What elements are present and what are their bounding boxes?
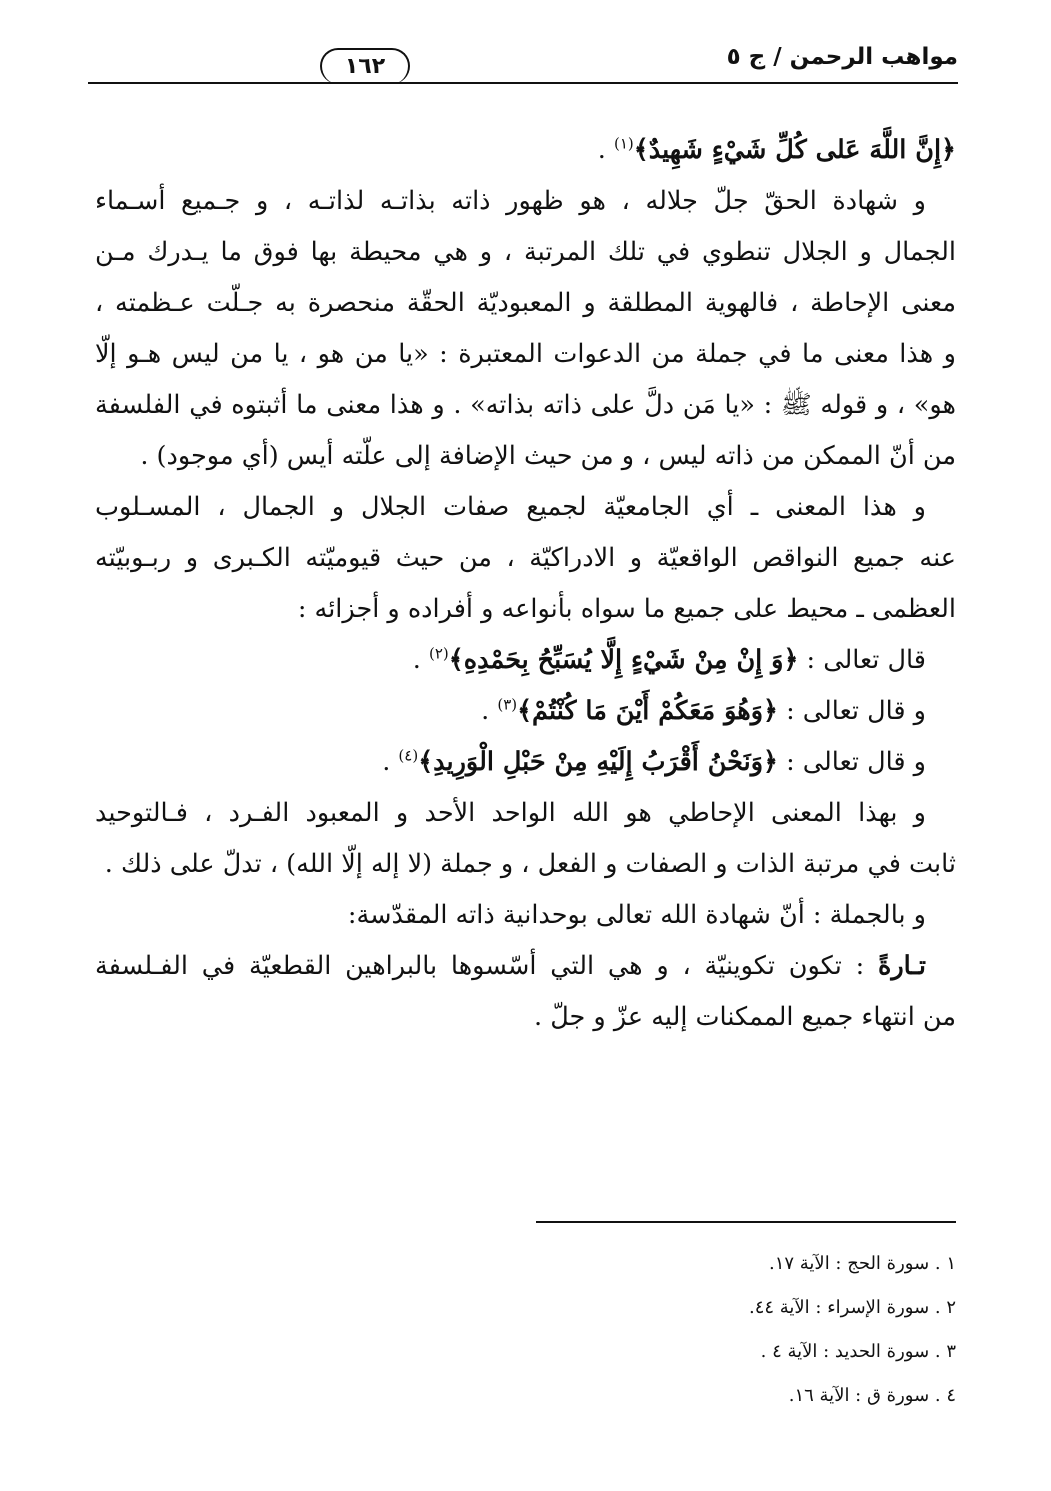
line13-end: . bbox=[382, 747, 399, 777]
text-line-2: و شهادة الحقّ جلّ جلاله ، هو ظهور ذاته بذاتـه لذاتـه ، و جـميع أسـماء bbox=[95, 186, 926, 216]
text-line-13 bbox=[95, 737, 956, 788]
verse-intro-2: قال تعالى : bbox=[798, 645, 926, 675]
line17-rest: : تكون تكوينيّة ، و هي التي أسّسوها بالبراهين القطعيّة في الفـلسفة bbox=[95, 951, 878, 981]
footnotes bbox=[356, 1242, 956, 1418]
line11-end: . bbox=[412, 645, 429, 675]
page-header bbox=[88, 40, 958, 94]
verse-intro-4: و قال تعالى : bbox=[777, 747, 926, 777]
footnote-2: ٢ . سورة الإسراء : الآية ٤٤. bbox=[748, 1297, 956, 1318]
text-line-5: و هذا معنى ما في جملة من الدعوات المعتبرة : «يا من هو ، يا من ليس هـو إلّا bbox=[95, 339, 956, 369]
text-line-12 bbox=[95, 686, 956, 737]
text-line-7: من أنّ الممكن من ذاته ليس ، و من حيث الإضافة إلى علّته أيس (أي موجود) . bbox=[140, 441, 956, 471]
text-line-14: و بهذا المعنى الإحاطي هو الله الواحد الأحد و المعبود الفـرد ، فـالتوحيد bbox=[95, 798, 926, 828]
text-line-18: من انتهاء جميع الممكنات إليه عزّ و جلّ . bbox=[534, 1002, 956, 1032]
page-number: ١٦٢ bbox=[320, 48, 410, 84]
text-line-1 bbox=[95, 125, 956, 176]
quran-verse-3: ﴿وَهُوَ مَعَكُمْ أَيْنَ مَا كُنْتُمْ﴾ bbox=[517, 696, 778, 726]
line12-end: . bbox=[481, 696, 498, 726]
text-line-10: العظمى ـ محيط على جميع ما سواه بأنواعه و أفراده و أجزائه : bbox=[297, 594, 956, 624]
quran-verse-4: ﴿وَنَحْنُ أَقْرَبُ إِلَيْهِ مِنْ حَبْلِ الْوَرِيدِ﴾ bbox=[418, 747, 778, 777]
text-line-17 bbox=[95, 941, 956, 992]
text-line-6: هو» ، و قوله ﷺ : «يا مَن دلَّ على ذاته بذاته» . و هذا معنى ما أثبتوه في الفلسفة bbox=[95, 390, 956, 420]
footnote-3: ٣ . سورة الحديد : الآية ٤ . bbox=[760, 1341, 956, 1362]
text-line-11 bbox=[95, 635, 956, 686]
text-line-3: الجمال و الجلال تنطوي في تلك المرتبة ، و هي محيطة بها فوق ما يـدرك مـن bbox=[95, 237, 956, 267]
running-title: مواهب الرحمن / ج ٥ bbox=[726, 44, 958, 70]
line1-end: . bbox=[597, 135, 606, 165]
footnote-ref-3: (٣) bbox=[497, 695, 518, 714]
main-text bbox=[95, 125, 956, 1043]
footnote-ref-2: (٢) bbox=[428, 644, 449, 663]
footnote-4: ٤ . سورة ق : الآية ١٦. bbox=[788, 1385, 956, 1406]
quran-verse-2: ﴿وَ إِنْ مِنْ شَيْءٍ إِلَّا يُسَبِّحُ بِحَمْدِهِ﴾ bbox=[448, 645, 799, 675]
text-line-16: و بالجملة : أنّ شهادة الله تعالى بوحدانية ذاته المقدّسة: bbox=[347, 900, 926, 930]
text-line-15: ثابت في مرتبة الذات و الصفات و الفعل ، و جملة (لا إله إلّا الله) ، تدلّ على ذلك . bbox=[104, 849, 956, 879]
verse-intro-3: و قال تعالى : bbox=[777, 696, 926, 726]
footnote-1: ١ . سورة الحج : الآية ١٧. bbox=[768, 1253, 956, 1274]
quran-verse-1: ﴿إِنَّ اللَّهَ عَلى كُلِّ شَيْءٍ شَهِيدٌ﴾ bbox=[633, 135, 956, 165]
text-line-4: معنى الإحاطة ، فالهوية المطلقة و المعبوديّة الحقّة منحصرة به جـلّت عـظمته ، bbox=[95, 288, 956, 318]
header-rule bbox=[88, 82, 958, 84]
footnote-ref-4: (٤) bbox=[398, 746, 419, 765]
emphasis-tarah: تـارةً bbox=[877, 951, 926, 981]
footnote-divider bbox=[536, 1221, 956, 1223]
text-line-9: عنه جميع النواقص الواقعيّة و الادراكيّة ، من حيث قيوميّته الكـبرى و ربـوبيّته bbox=[95, 543, 956, 573]
footnote-ref-1: (١) bbox=[613, 134, 634, 153]
text-line-8: و هذا المعنى ـ أي الجامعيّة لجميع صفات الجلال و الجمال ، المسـلوب bbox=[95, 492, 926, 522]
